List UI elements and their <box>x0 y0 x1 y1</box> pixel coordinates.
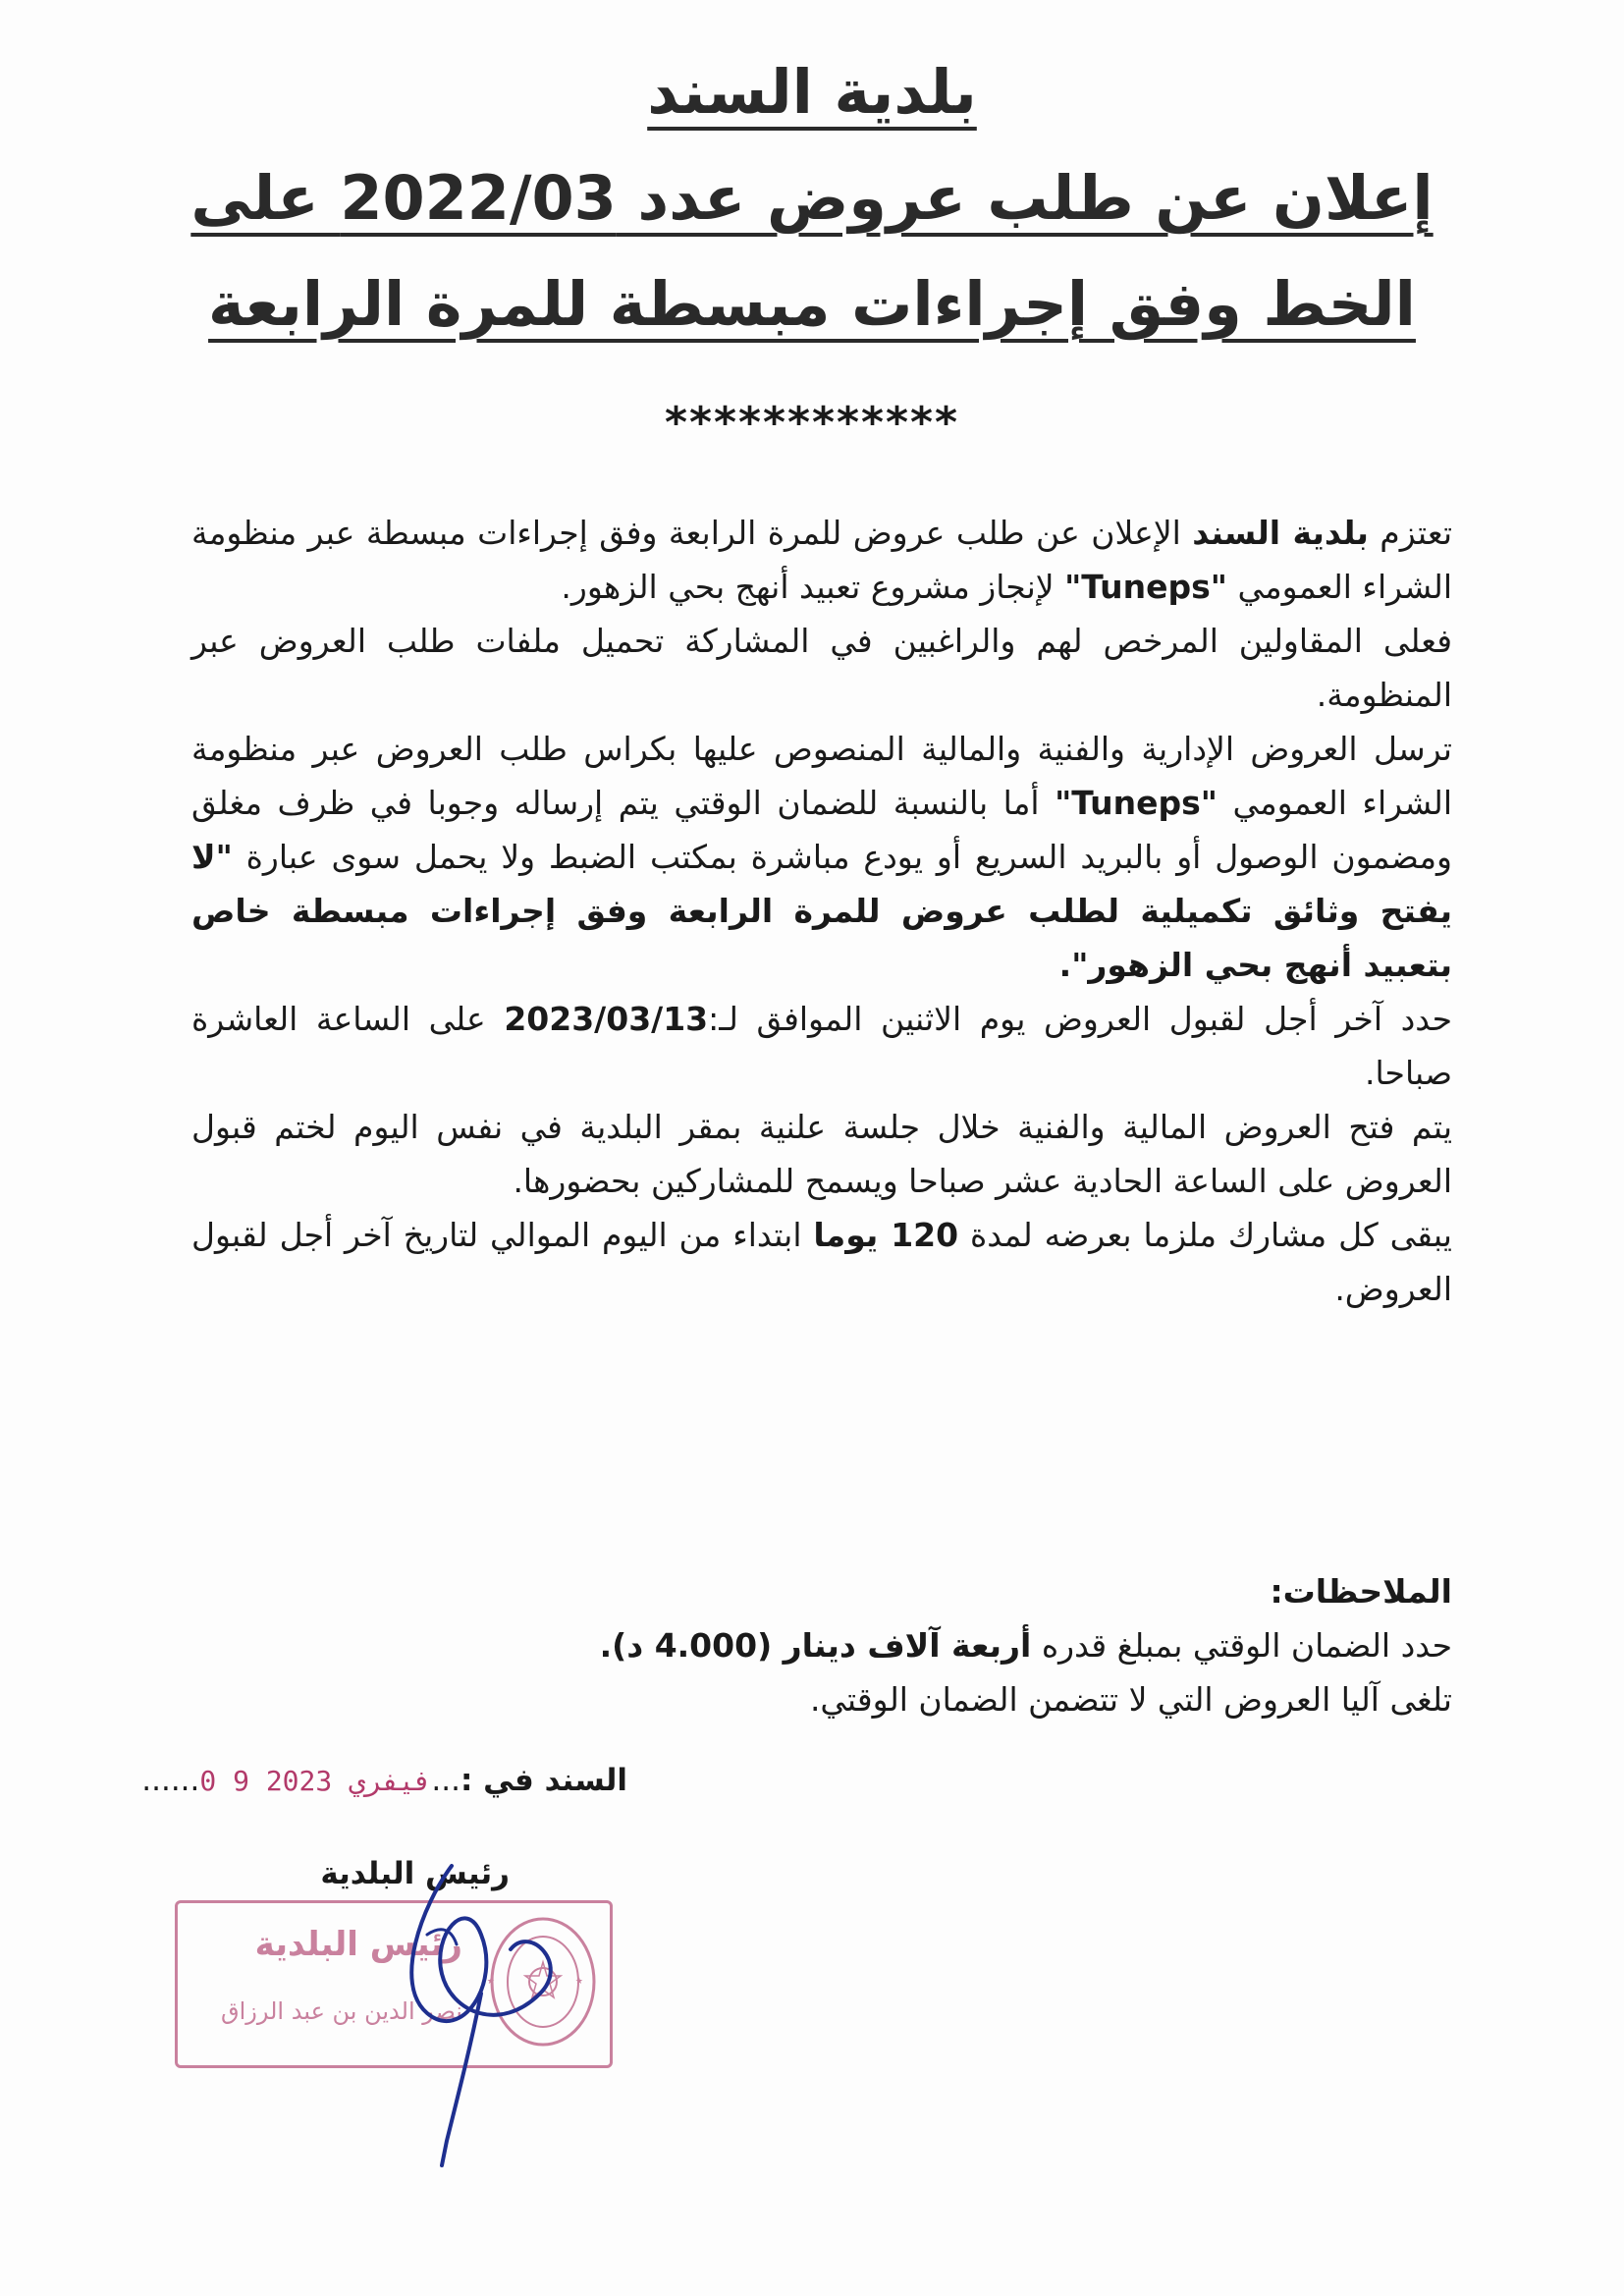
svg-text:★: ★ <box>574 1977 583 1987</box>
announcement-body <box>191 506 1452 1316</box>
stamp-name: نصر الدين بن عبد الرزاق <box>221 1997 462 2025</box>
paragraph-download: فعلى المقاولين المرخص لهم والراغبين في المشاركة تحميل ملفات طلب العروض عبر المنظومة. <box>191 622 1452 714</box>
municipality-title: بلدية السند <box>647 56 977 128</box>
remark-guarantee: حدد الضمان الوقتي بمبلغ قدره أربعة آلاف دينار (4.000 د). <box>599 1626 1452 1665</box>
paragraph-submission: ترسل العروض الإدارية والفنية والمالية المنصوص عليها بكراس طلب العروض عبر منظومة الشراء العمومي "Tuneps" أما بالنسبة للضمان الوقتي يتم إرساله وجوبا في ظرف مغلق ومضمون الوصول أو بالبريد السريع أو يودع مباشرة بمكتب الضبط ولا يحمل سوى عبارة "لا يفتح وثائق تكميلية لطلب عروض للمرة الرابعة وفق إجراءات مبسطة خاص بتعبيد أنهج بحي الزهور". <box>191 730 1452 984</box>
remarks <box>191 1564 1452 1726</box>
header <box>147 39 1477 357</box>
date-stamp: 0 9 فيفري 2023 <box>199 1765 432 1797</box>
remarks-title: الملاحظات: <box>1270 1572 1452 1611</box>
paragraph-intro: تعتزم بلدية السند الإعلان عن طلب عروض للمرة الرابعة وفق إجراءات مبسطة عبر منظومة الشراء العمومي "Tuneps" لإنجاز مشروع تعبيد أنهج بحي الزهور. <box>191 514 1452 606</box>
handwritten-signature <box>334 1787 648 2180</box>
remark-cancellation: تلغى آليا العروض التي لا تتضمن الضمان الوقتي. <box>809 1680 1452 1719</box>
signatory-role: رئيس البلدية <box>320 1856 510 1891</box>
announcement-title-line2: الخط وفق إجراءات مبسطة للمرة الرابعة <box>208 268 1416 340</box>
announcement-title-line1: إعلان عن طلب عروض عدد 2022/03 على <box>190 162 1434 234</box>
signature-date: السند في :...0 9 فيفري 2023...... <box>141 1763 627 1798</box>
svg-text:★: ★ <box>487 1977 495 1987</box>
stamp-title: رئيس البلدية <box>254 1925 462 1964</box>
paragraph-opening: يتم فتح العروض المالية والفنية خلال جلسة علنية بمقر البلدية في نفس اليوم لختم قبول العروض على الساعة الحادية عشر صباحا ويسمح للمشاركين بحضورها. <box>191 1108 1452 1200</box>
paragraph-deadline: حدد آخر أجل لقبول العروض يوم الاثنين الموافق لـ:2023/03/13 على الساعة العاشرة صباحا. <box>191 1000 1452 1092</box>
place-label: السند في : <box>460 1763 627 1798</box>
paragraph-validity: يبقى كل مشارك ملزما بعرضه لمدة 120 يوما ابتداء من اليوم الموالي لتاريخ آخر أجل لقبول العروض. <box>191 1216 1452 1308</box>
separator: ************ <box>664 398 960 448</box>
